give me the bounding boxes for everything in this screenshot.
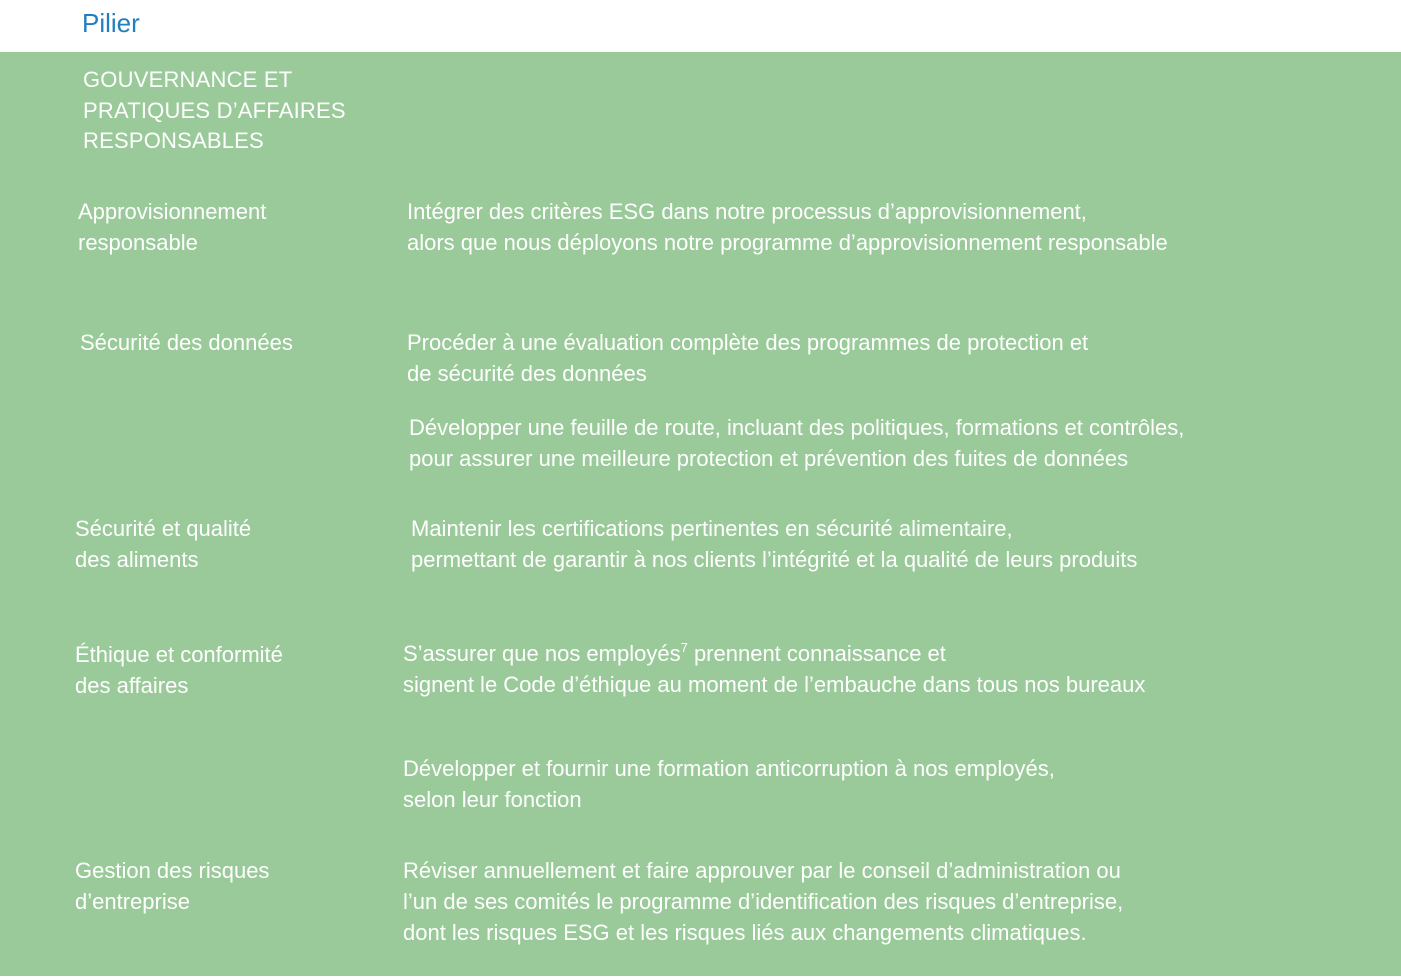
objective-ethique-1-text-after: prennent connaissance et signent le Code d’éthique au moment de l’embauche dans tous nos bureaux [403, 641, 1146, 697]
topic-approvisionnement-responsable: Approvisionnement responsable [78, 199, 267, 255]
pillar-title: GOUVERNANCE ET PRATIQUES D’AFFAIRES RESPONSABLES [83, 67, 346, 153]
topic-securite-qualite-aliments: Sécurité et qualité des aliments [75, 516, 252, 572]
objective-ethique-2: Développer et fournir une formation anticorruption à nos employés, selon leur fonction [403, 756, 1055, 812]
objective-approvisionnement-1: Intégrer des critères ESG dans notre processus d’approvisionnement, alors que nous déployons notre programme d’approvisionnement responsable [407, 199, 1168, 255]
column-header-pilier: Pilier [82, 8, 140, 38]
footnote-marker: 7 [680, 639, 688, 655]
topic-ethique-conformite: Éthique et conformité des affaires [75, 642, 283, 698]
objective-ethique-1-text-before: S’assurer que nos employés [403, 641, 681, 666]
objective-ethique-1 [403, 638, 1145, 700]
topic-securite-des-donnees: Sécurité des données [80, 330, 293, 355]
header-bar [0, 0, 1401, 52]
objective-securite-donnees-1: Procéder à une évaluation complète des programmes de protection et de sécurité des données [407, 330, 1089, 386]
objective-securite-donnees-2: Développer une feuille de route, incluant des politiques, formations et contrôles, pour assurer une meilleure protection et prévention des fuites de données [409, 415, 1185, 471]
objective-gestion-risques-1: Réviser annuellement et faire approuver par le conseil d’administration ou l’un de ses comités le programme d’identification des risques d’entreprise, dont les risques ESG et les risques liés aux changements climatiques. [403, 858, 1124, 945]
objective-securite-aliments-1: Maintenir les certifications pertinentes en sécurité alimentaire, permettant de garantir à nos clients l’intégrité et la qualité de leurs produits [411, 516, 1138, 572]
topic-gestion-des-risques: Gestion des risques d’entreprise [75, 858, 270, 914]
